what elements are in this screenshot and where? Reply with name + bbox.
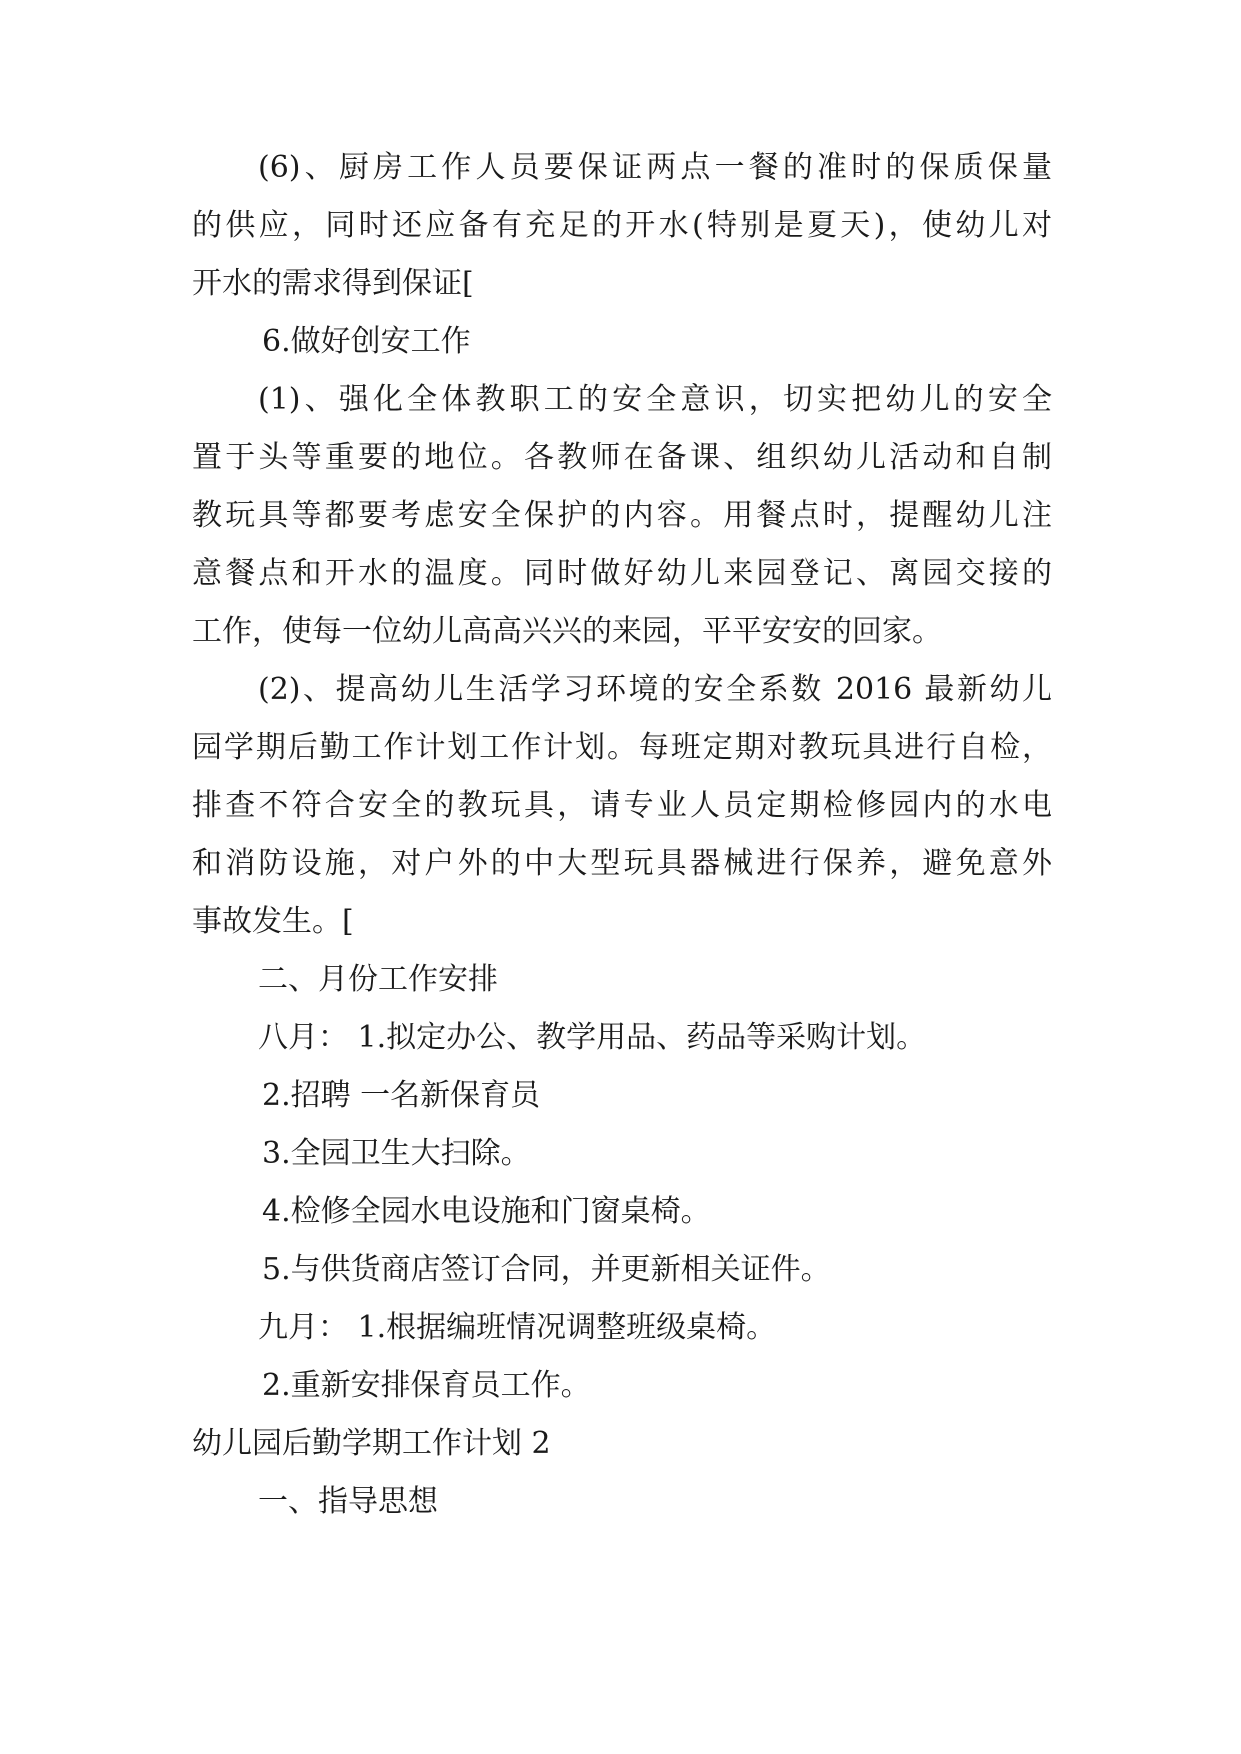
august-item-1: 八月： 1.拟定办公、教学用品、药品等采购计划。 — [258, 1020, 927, 1055]
paragraph-1-line-5: 工作，使每一位幼儿高高兴兴的来园，平平安安的回家。 — [192, 614, 942, 649]
section-heading-guiding-thought: 一、指导思想 — [258, 1484, 438, 1519]
paragraph-1-line-3: 教玩具等都要考虑安全保护的内容。用餐点时，提醒幼儿注 — [192, 498, 1052, 533]
august-item-2: 2.招聘 一名新保育员 — [262, 1078, 541, 1113]
paragraph-2-line-4: 和消防设施，对户外的中大型玩具器械进行保养，避免意外 — [192, 846, 1052, 881]
august-item-3: 3.全园卫生大扫除。 — [262, 1136, 531, 1171]
paragraph-6-line-3: 开水的需求得到保证[ — [192, 266, 474, 301]
paragraph-6-line-1: (6)、厨房工作人员要保证两点一餐的准时的保质保量 — [258, 150, 1052, 185]
august-item-4: 4.检修全园水电设施和门窗桌椅。 — [262, 1194, 711, 1229]
paragraph-2-line-1: (2)、提高幼儿生活学习环境的安全系数 2016 最新幼儿 — [258, 672, 1052, 707]
paragraph-2-line-5: 事故发生。[ — [192, 904, 354, 939]
section-heading-6: 6.做好创安工作 — [262, 324, 471, 359]
september-item-2: 2.重新安排保育员工作。 — [262, 1368, 591, 1403]
paragraph-1-line-4: 意餐点和开水的温度。同时做好幼儿来园登记、离园交接的 — [192, 556, 1052, 591]
paragraph-2-line-2: 园学期后勤工作计划工作计划。每班定期对教玩具进行自检， — [192, 730, 1052, 765]
section-heading-monthly: 二、月份工作安排 — [258, 962, 498, 997]
paragraph-2-line-3: 排查不符合安全的教玩具，请专业人员定期检修园内的水电 — [192, 788, 1052, 823]
paragraph-1-line-1: (1)、强化全体教职工的安全意识，切实把幼儿的安全 — [258, 382, 1052, 417]
august-item-5: 5.与供货商店签订合同，并更新相关证件。 — [262, 1252, 831, 1287]
document-title-2: 幼儿园后勤学期工作计划 2 — [192, 1426, 551, 1461]
paragraph-6-line-2: 的供应，同时还应备有充足的开水(特别是夏天)，使幼儿对 — [192, 208, 1052, 243]
paragraph-1-line-2: 置于头等重要的地位。各教师在备课、组织幼儿活动和自制 — [192, 440, 1052, 475]
september-item-1: 九月： 1.根据编班情况调整班级桌椅。 — [258, 1310, 777, 1345]
